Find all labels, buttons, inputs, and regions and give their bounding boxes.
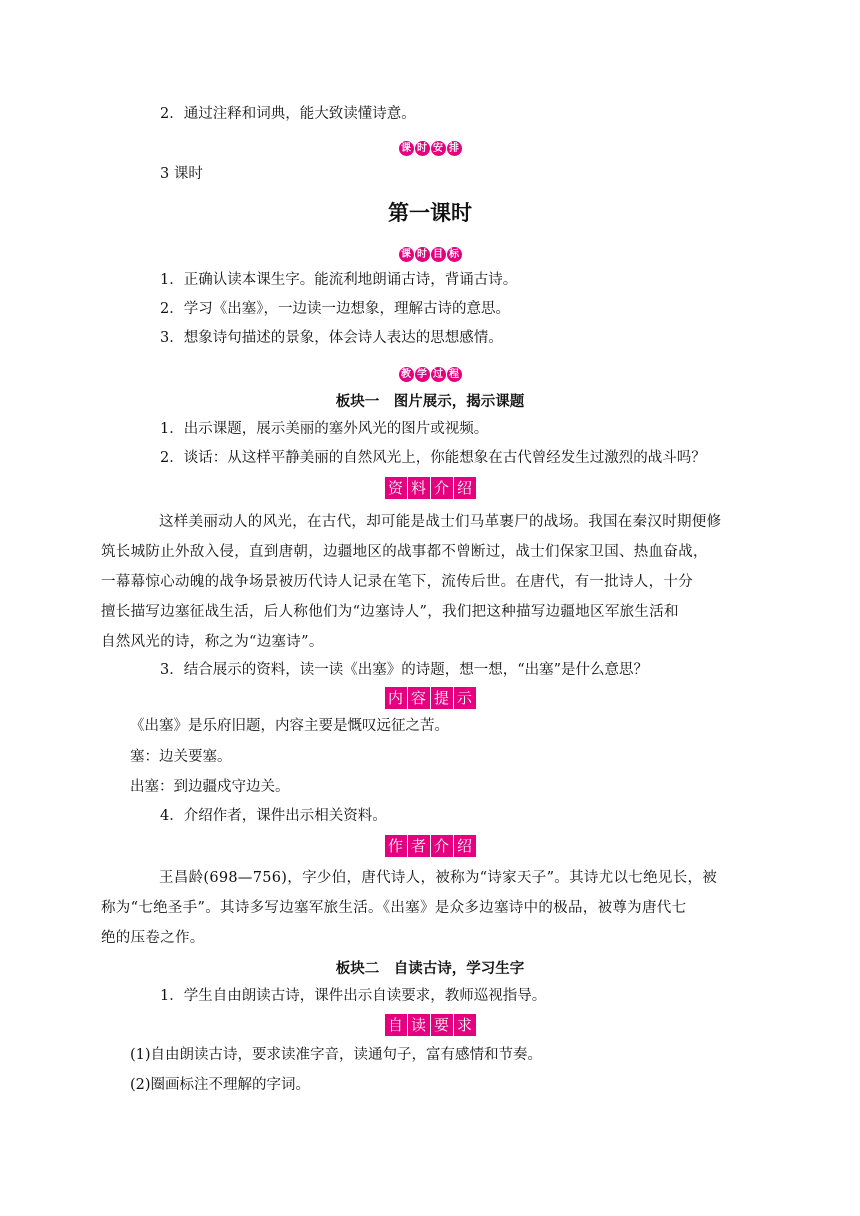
step-2-text: 2．谈话：从这样平静美丽的自然风光上，你能想象在古代曾经发生过激烈的战斗吗？ — [160, 450, 706, 466]
process-badge: 教 学 过 程 — [399, 367, 462, 382]
goals-badge: 课 时 目 标 — [399, 247, 462, 262]
content-tag: 内 容 提 示 — [385, 687, 476, 709]
step-1-text: 1．出示课题，展示美丽的塞外风光的图片或视频。 — [160, 421, 489, 437]
content-tag-row — [0, 687, 860, 709]
schedule-text: 3 课时 — [160, 166, 203, 182]
step-3-text: 3．结合展示的资料，读一读《出塞》的诗题，想一想，“出塞”是什么意思？ — [160, 662, 649, 678]
lesson-title: 第一课时 — [388, 201, 472, 225]
selfread-req-2: (2)圈画标注不理解的字词。 — [130, 1077, 311, 1093]
block-2-heading: 板块二 自读古诗，学习生字 — [335, 961, 525, 977]
process-badge-row — [0, 362, 860, 382]
content-note-3: 出塞：到边疆戍守边关。 — [130, 779, 290, 795]
selfread-req-1: (1)自由朗读古诗，要求读准字音，读通句子，富有感情和节奏。 — [130, 1047, 543, 1063]
goals-badge-row — [0, 242, 860, 262]
selfread-tag-row — [0, 1014, 860, 1036]
schedule-badge-row — [0, 136, 860, 156]
material-paragraph: 这样美丽动人的风光，在古代，却可能是战士们马革裹尸的战场。我国在秦汉时期便修 筑长城防止外敌入侵，直到唐朝，边疆地区的战事都不曾断过，战士们保家卫国、热血奋战， 一幕幕惊心动魄的战争场景被历代诗人记录在笔下，流传后世。在唐代，有一批诗人，十分 擅长描写边塞征战生活，后人称他们为“边塞诗人”，我们把这种描写边疆地区军旅生活和 自然风光的诗，称之为“边塞诗”。 — [101, 514, 722, 650]
author-tag: 作 者 介 绍 — [385, 835, 476, 857]
lesson-goal-3: 3．想象诗句描述的景象，体会诗人表达的思想感情。 — [160, 330, 503, 346]
material-tag-row — [0, 477, 860, 499]
author-paragraph: 王昌龄(698—756)，字少伯，唐代诗人，被称为“诗家天子”。其诗尤以七绝见长，被 称为“七绝圣手”。其诗多写边塞军旅生活。《出塞》是众多边塞诗中的极品，被尊为唐代七 绝的压卷之作。 — [101, 870, 718, 946]
lesson-goal-2: 2．学习《出塞》，一边读一边想象，理解古诗的意思。 — [160, 301, 510, 317]
lesson-goal-1: 1．正确认读本课生字。能流利地朗诵古诗，背诵古诗。 — [160, 272, 518, 288]
selfread-tag: 自 读 要 求 — [385, 1014, 476, 1036]
content-note-2: 塞：边关要塞。 — [130, 749, 232, 765]
content-note-1: 《出塞》是乐府旧题，内容主要是慨叹远征之苦。 — [130, 718, 449, 734]
author-tag-row — [0, 835, 860, 857]
material-tag: 资 料 介 绍 — [385, 477, 476, 499]
schedule-badge: 课 时 安 排 — [399, 141, 462, 156]
goal-2-text: 2．通过注释和词典，能大致读懂诗意。 — [160, 106, 416, 122]
block2-step-1-text: 1．学生自由朗读古诗，课件出示自读要求，教师巡视指导。 — [160, 988, 547, 1004]
block-1-heading: 板块一 图片展示，揭示课题 — [335, 394, 525, 410]
step-4-text: 4．介绍作者，课件出示相关资料。 — [160, 808, 387, 824]
